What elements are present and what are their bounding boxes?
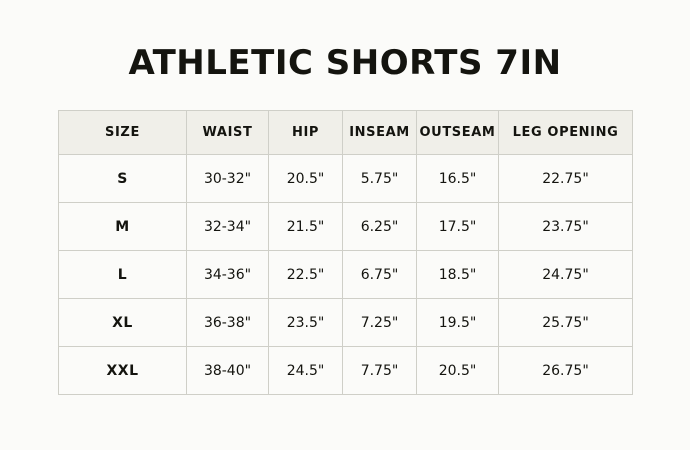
cell-size: S bbox=[59, 155, 187, 203]
cell-waist: 36-38" bbox=[187, 299, 269, 347]
table-header-row bbox=[59, 111, 633, 155]
column-header-hip: HIP bbox=[269, 111, 343, 155]
cell-hip: 21.5" bbox=[269, 203, 343, 251]
cell-leg-opening: 25.75" bbox=[499, 299, 633, 347]
cell-waist: 30-32" bbox=[187, 155, 269, 203]
cell-size: L bbox=[59, 251, 187, 299]
table-row bbox=[59, 155, 633, 203]
column-header-leg-opening: LEG OPENING bbox=[499, 111, 633, 155]
cell-inseam: 6.75" bbox=[343, 251, 417, 299]
cell-hip: 20.5" bbox=[269, 155, 343, 203]
column-header-waist: WAIST bbox=[187, 111, 269, 155]
cell-outseam: 17.5" bbox=[417, 203, 499, 251]
cell-size: M bbox=[59, 203, 187, 251]
cell-outseam: 16.5" bbox=[417, 155, 499, 203]
table-body bbox=[59, 155, 633, 395]
table-header bbox=[59, 111, 633, 155]
cell-inseam: 6.25" bbox=[343, 203, 417, 251]
cell-size: XL bbox=[59, 299, 187, 347]
column-header-inseam: INSEAM bbox=[343, 111, 417, 155]
cell-hip: 24.5" bbox=[269, 347, 343, 395]
cell-inseam: 7.75" bbox=[343, 347, 417, 395]
table-row bbox=[59, 347, 633, 395]
cell-hip: 23.5" bbox=[269, 299, 343, 347]
cell-inseam: 7.25" bbox=[343, 299, 417, 347]
cell-size: XXL bbox=[59, 347, 187, 395]
column-header-size: SIZE bbox=[59, 111, 187, 155]
cell-leg-opening: 24.75" bbox=[499, 251, 633, 299]
cell-waist: 38-40" bbox=[187, 347, 269, 395]
page-title: ATHLETIC SHORTS 7IN bbox=[128, 43, 562, 83]
cell-leg-opening: 22.75" bbox=[499, 155, 633, 203]
cell-outseam: 20.5" bbox=[417, 347, 499, 395]
table-row bbox=[59, 251, 633, 299]
column-header-outseam: OUTSEAM bbox=[417, 111, 499, 155]
size-chart-table bbox=[58, 110, 633, 395]
cell-waist: 34-36" bbox=[187, 251, 269, 299]
cell-inseam: 5.75" bbox=[343, 155, 417, 203]
cell-waist: 32-34" bbox=[187, 203, 269, 251]
cell-outseam: 18.5" bbox=[417, 251, 499, 299]
cell-leg-opening: 26.75" bbox=[499, 347, 633, 395]
cell-hip: 22.5" bbox=[269, 251, 343, 299]
cell-leg-opening: 23.75" bbox=[499, 203, 633, 251]
table-row bbox=[59, 203, 633, 251]
cell-outseam: 19.5" bbox=[417, 299, 499, 347]
size-chart-table-container bbox=[58, 110, 632, 395]
table-row bbox=[59, 299, 633, 347]
